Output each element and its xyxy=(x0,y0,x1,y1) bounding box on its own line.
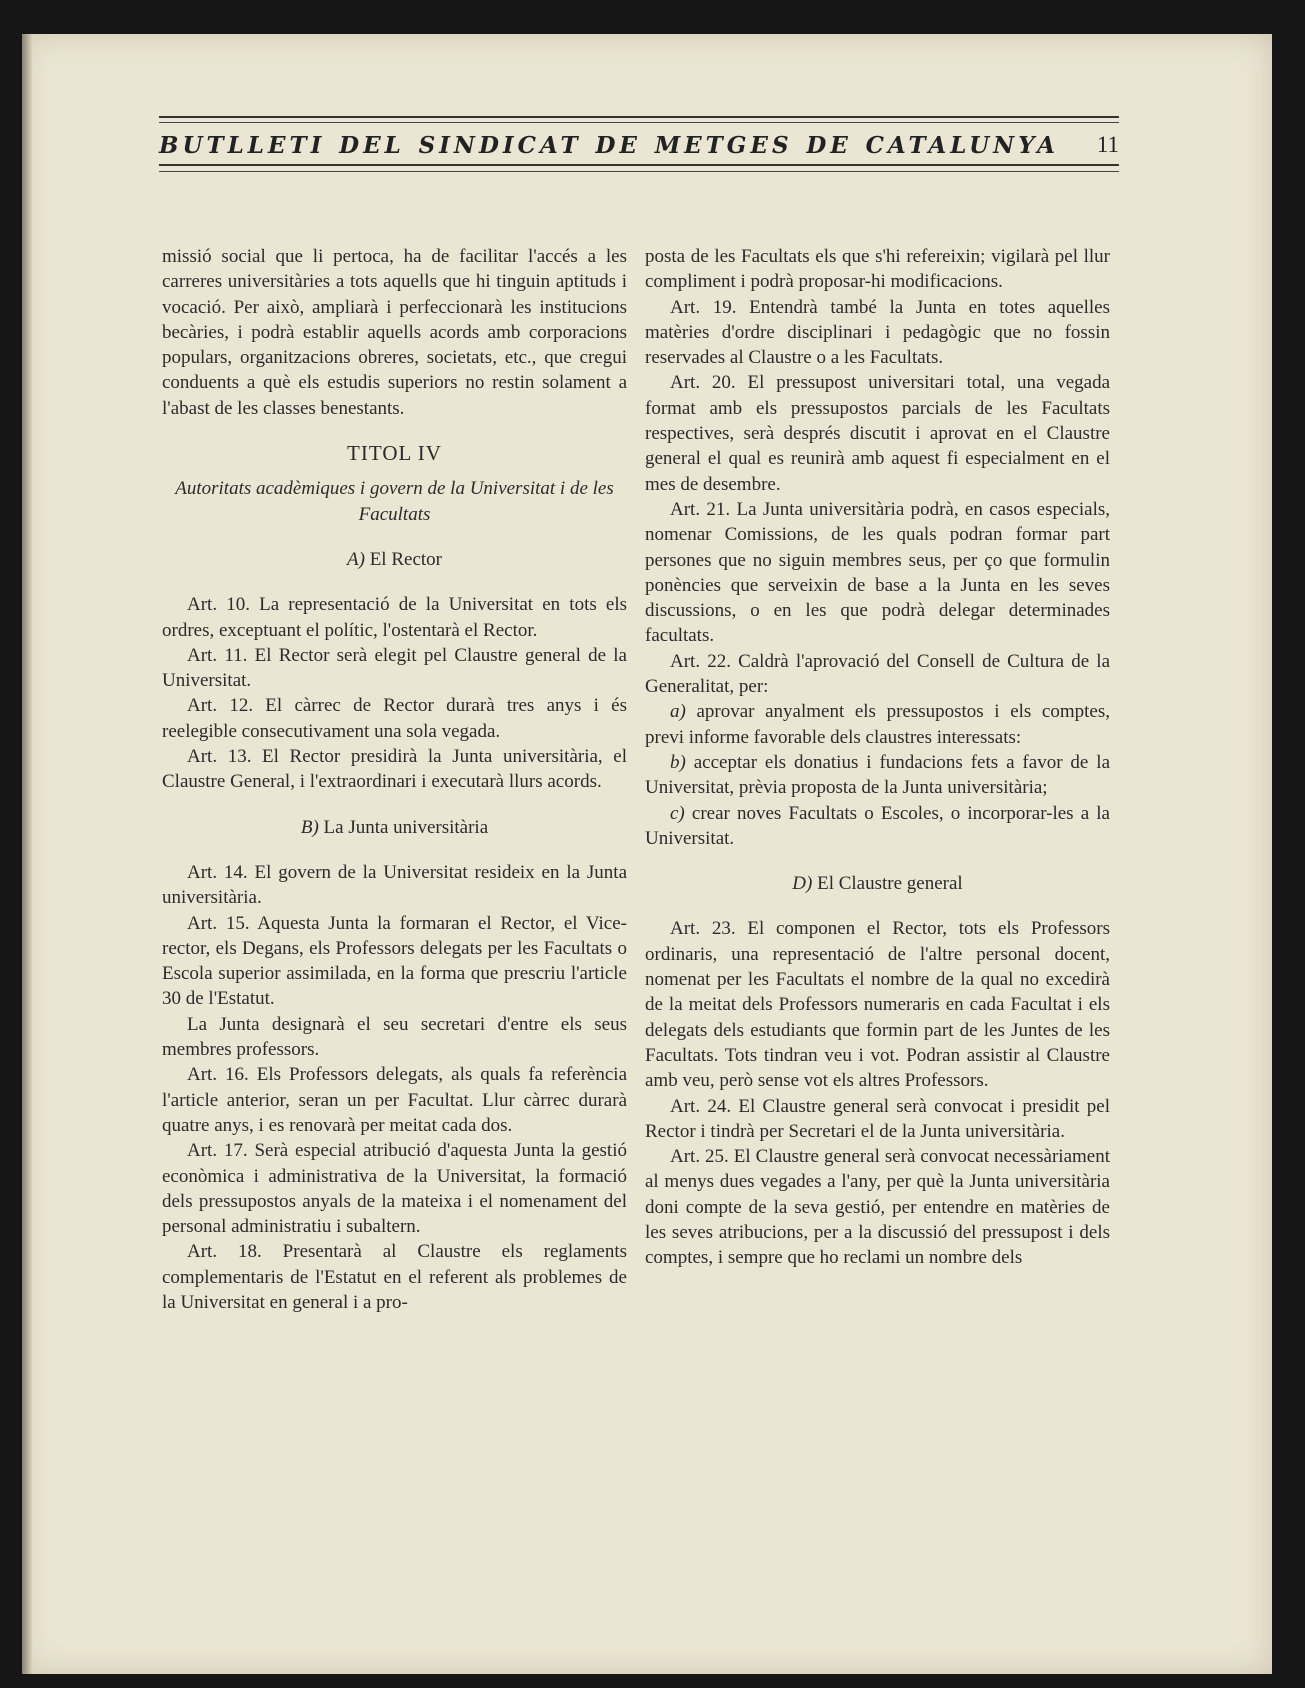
header-rule xyxy=(159,171,1119,172)
article-24: Art. 24. El Claustre general serà convocat i presidit pel Rector i tindrà per Secretari el de la Junta universitària. xyxy=(645,1095,1110,1142)
title-word: SINDICAT xyxy=(418,131,582,159)
title-word: DE xyxy=(595,131,641,159)
list-text: acceptar els donatius i fundacions fets a favor de la Universitat, prèvia proposta de la Junta universitària; xyxy=(645,751,1110,799)
article-15-continuation: La Junta designarà el seu secretari d'entre els seus membres professors. xyxy=(162,1013,627,1061)
article-23: Art. 23. El componen el Rector, tots els Professors ordinaris, una representació de l'altre personal docent, nomenat per les Facultats el nombre de la qual no excedirà de la meitat dels Professors numeraris en cada Facultat i els delegats dels estudiants que formin part de les Juntes de les Facultats. Tots tindran veu i vot. Podran assistir al Claustre amb veu, però sense vot els altres Professors. xyxy=(645,918,1110,1092)
list-text: aprovar anyalment els pressupostos i els comptes, previ informe favorable dels claustres interessats: xyxy=(645,701,1110,748)
title-word: CATALUNYA xyxy=(865,131,1059,159)
paragraph: missió social que li pertoca, ha de facilitar l'accés a les carreres universitàries a tots aquells que hi tinguin aptituds i vocació. Per això, ampliarà i perfeccionarà les institucions becàries, i podrà establir aquells acords amb corporacions populars, organitzacions obreres, societats, etc., que cregui conduents a què els estudis superiors no restin solament a l'abast de les classes benestants. xyxy=(162,246,627,419)
title-word: BUTLLETI xyxy=(159,131,326,159)
article-17: Art. 17. Serà especial atribució d'aquesta Junta la gestió econòmica i administrativa de la Universitat, la formació dels pressupostos anyals de la mateixa i el nomenament del personal administratiu i subaltern. xyxy=(162,1140,627,1238)
list-item-a xyxy=(645,699,1110,750)
left-column xyxy=(162,244,627,1315)
article-19: Art. 19. Entendrà també la Junta en totes aquelles matèries d'ordre disciplinari i pedagògic que no fossin reservades al Claustre o a les Facultats. xyxy=(645,296,1110,369)
paragraph: posta de les Facultats els que s'hi refereixin; vigilarà pel llur compliment i podrà proposar-hi modificacions. xyxy=(645,246,1110,293)
article-20: Art. 20. El pressupost universitari total, una vegada format amb els pressupostos parcials de les Facultats respectives, serà després discutit i aprovat en el Claustre general el qual es reunirà amb aquest fi especialment en el mes de desembre. xyxy=(645,372,1110,495)
title-heading: TITOL IV xyxy=(347,441,442,466)
header-rule xyxy=(159,116,1119,118)
header-rule xyxy=(159,122,1119,123)
list-text: crear noves Facultats o Escoles, o incorporar-les a la Universitat. xyxy=(645,802,1110,849)
right-column xyxy=(645,244,1110,1271)
section-heading-b xyxy=(162,815,627,840)
journal-page xyxy=(22,34,1272,1674)
section-letter: D) xyxy=(792,873,813,895)
article-11: Art. 11. El Rector serà elegit pel Claustre general de la Universitat. xyxy=(162,644,627,692)
list-marker: b) xyxy=(670,751,686,773)
page-spine-shadow xyxy=(22,34,32,1674)
section-letter: B) xyxy=(300,816,319,838)
article-21: Art. 21. La Junta universitària podrà, en casos especials, nomenar Comissions, de les quals podran formar part persones que no siguin membres seus, per ço que formulin ponències que serveixin de base a la Junta en les seves discussions, o en les que podrà delegar determinades facultats. xyxy=(645,498,1110,647)
section-heading-a xyxy=(162,547,627,572)
article-15: Art. 15. Aquesta Junta la formaran el Rector, el Vice-rector, els Degans, els Professors delegats per les Facultats o Escola superior assimilada, en la forma que prescriu l'article 30 de l'Estatut. xyxy=(162,912,627,1010)
article-10: Art. 10. La representació de la Universitat en tots els ordres, exceptuant el polític, l'ostentarà el Rector. xyxy=(162,594,627,641)
article-16: Art. 16. Els Professors delegats, als quals fa referència l'article anterior, seran un per Facultat. Llur càrrec durarà quatre anys, i es renovarà per meitat cada dos. xyxy=(162,1064,627,1136)
running-header xyxy=(159,116,1119,202)
article-18: Art. 18. Presentarà al Claustre els reglaments complementaris de l'Estatut en el referent als problemes de la Universitat en general i a pro- xyxy=(162,1241,627,1313)
article-14: Art. 14. El govern de la Universitat resideix en la Junta universitària. xyxy=(162,861,627,909)
section-title: La Junta universitària xyxy=(323,816,489,838)
title-subheading: Autoritats acadèmiques i govern de la Universitat i de les Facultats xyxy=(175,478,614,525)
list-marker: a) xyxy=(670,701,686,723)
list-item-c xyxy=(645,801,1110,852)
section-heading-d xyxy=(645,871,1110,896)
article-22: Art. 22. Caldrà l'aprovació del Consell de Cultura de la Generalitat, per: xyxy=(645,650,1110,698)
title-word: DE xyxy=(806,131,852,159)
article-13: Art. 13. El Rector presidirà la Junta universitària, el Claustre General, i l'extraordinari i executarà llurs acords. xyxy=(162,746,627,793)
page-number: 11 xyxy=(1096,132,1119,157)
article-12: Art. 12. El càrrec de Rector durarà tres anys i és reelegible consecutivament una sola vegada. xyxy=(162,695,627,742)
section-letter: A) xyxy=(347,548,365,570)
header-rule xyxy=(159,164,1119,166)
article-25: Art. 25. El Claustre general serà convocat necessàriament al menys dues vegades a l'any, per què la Junta universitària doni compte de la seva gestió, per entendre en matèries de les seves atribucions, per a la discussió del pressupost i dels comptes, i sempre que ho reclami un nombre dels xyxy=(645,1146,1110,1269)
title-word: DEL xyxy=(339,131,405,159)
section-title: El Claustre general xyxy=(817,873,963,895)
list-marker: c) xyxy=(670,802,685,824)
journal-title xyxy=(159,128,1059,162)
list-item-b xyxy=(645,750,1110,801)
section-title: El Rector xyxy=(369,548,442,570)
title-word: METGES xyxy=(654,131,793,159)
